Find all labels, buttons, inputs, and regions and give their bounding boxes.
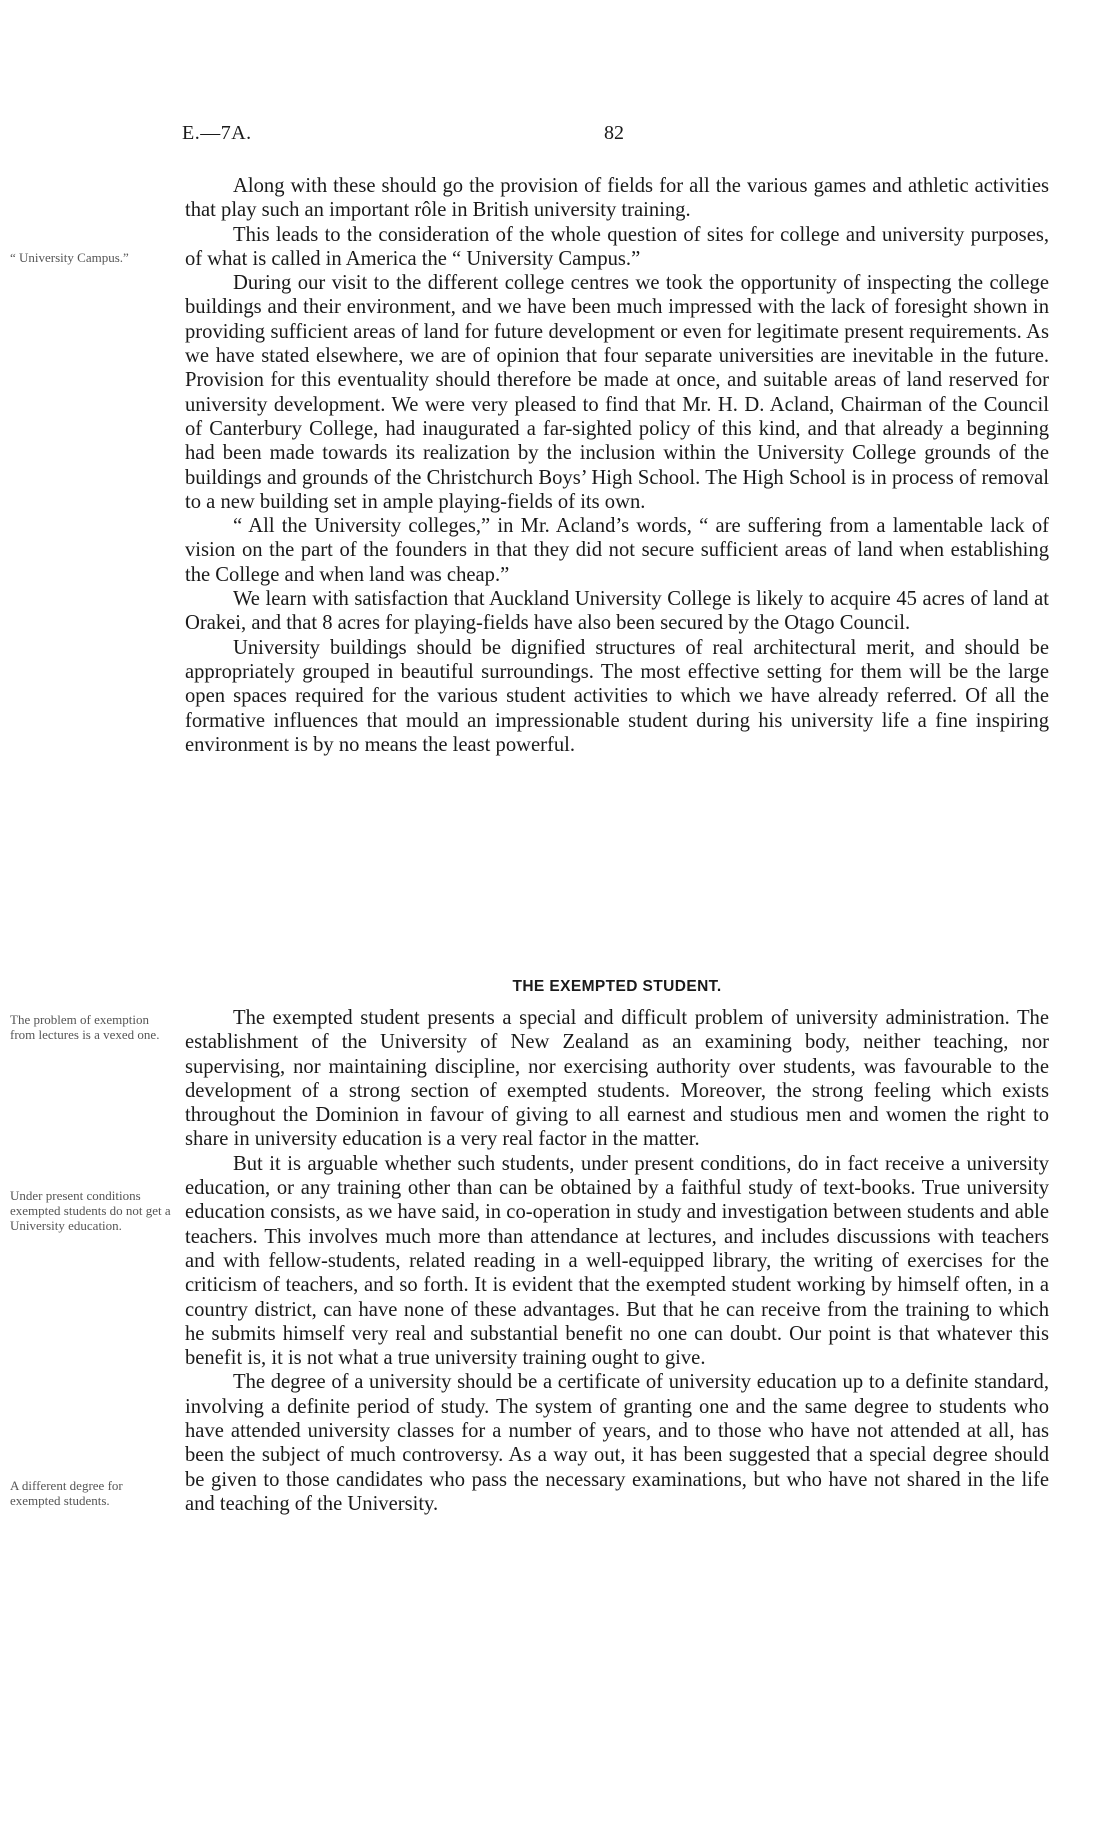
paragraph: “ All the University colleges,” in Mr. Acland’s words, “ are suffering from a lamentable lack of vision on the part of the founders in that they did not secure sufficient areas of land when establishing the College and when land was cheap.” (185, 515, 1049, 586)
paragraph: University buildings should be dignified structures of real architectural merit, and should be appropriately grouped in beautiful surroundings. The most effective setting for them will be the large open spaces required for the various student activities to which we have already referred. Of all the formative influences that mould an impressionable student during his university life a fine inspiring environment is by no means the least powerful. (185, 636, 1049, 756)
paragraph: The degree of a university should be a certificate of university education up to a definite standard, involving a definite period of study. The system of granting one and the same degree to students who have attended university classes for a number of years, and to those who have not attended at all, has been the subject of much controversy. As a way out, it has been suggested that a special degree should be given to those candidates who pass the necessary examinations, but who have not shared in the life and teaching of the University. (185, 1371, 1049, 1515)
document-code: E.—7A. (182, 122, 252, 144)
section-heading: THE EXEMPTED STUDENT. (512, 978, 722, 995)
paragraph: But it is arguable whether such students, under present conditions, do in fact receive a university education, or any training other than can be obtained by a faithful study of text-books. True university education consists, as we have said, in co-operation in study and investigation between students and able teachers. This involves much more than attendance at lectures, and includes discussions with teachers and with fellow-students, related reading in a well-equipped library, the writing of exercises for the criticism of teachers, and so forth. It is evident that the exempted student working by himself often, in a country district, can have none of these advantages. But that he can receive from the training to which he submits himself very real and substantial benefit no one can doubt. Our point is that whatever this benefit is, it is not what a true university training ought to give. (185, 1152, 1049, 1370)
page-number: 82 (604, 122, 624, 144)
section-exempted-student (185, 1006, 1049, 1516)
margin-note-exemption-problem: The problem of exemption from lectures is a vexed one. (10, 1012, 160, 1042)
paragraph: The exempted student presents a special and difficult problem of university administration. The establishment of the University of New Zealand as an examining body, neither teaching, nor supervising, nor maintaining discipline, nor exercising authority over students, was favourable to the development of a strong section of exempted students. Moreover, the strong feeling which exists throughout the Dominion in favour of giving to all earnest and studious men and women the right to share in university education is a very real factor in the matter. (185, 1007, 1049, 1151)
paragraph: We learn with satisfaction that Auckland University College is likely to acquire 45 acres of land at Orakei, and that 8 acres for playing-fields have also been secured by the Otago Council. (185, 588, 1049, 635)
page-header (182, 122, 1052, 152)
paragraph: This leads to the consideration of the whole question of sites for college and university purposes, of what is called in America the “ University Campus.” (185, 223, 1049, 270)
margin-note-present-conditions: Under present conditions exempted students do not get a University education. (10, 1188, 171, 1233)
margin-note-different-degree: A different degree for exempted students. (10, 1478, 123, 1508)
paragraph: During our visit to the different college centres we took the opportunity of inspecting the college buildings and their environment, and we have been much impressed with the lack of foresight shown in providing sufficient areas of land for future development or even for legitimate present requirements. As we have stated elsewhere, we are of opinion that four separate universities are inevitable in the future. Provision for this eventuality should therefore be made at once, and suitable areas of land reserved for university development. We were very pleased to find that Mr. H. D. Acland, Chairman of the Council of Canterbury College, had inaugurated a far-sighted policy of this kind, and that already a beginning had been made towards its realization by the inclusion within the University College grounds of the buildings and grounds of the Christchurch Boys’ High School. The High School is in process of removal to a new building set in ample playing-fields of its own. (185, 272, 1049, 513)
section-university-sites (185, 174, 1049, 757)
paragraph: Along with these should go the provision of fields for all the various games and athletic activities that play such an important rôle in British university training. (185, 175, 1049, 222)
margin-note-university-campus: “ University Campus.” (10, 250, 129, 265)
